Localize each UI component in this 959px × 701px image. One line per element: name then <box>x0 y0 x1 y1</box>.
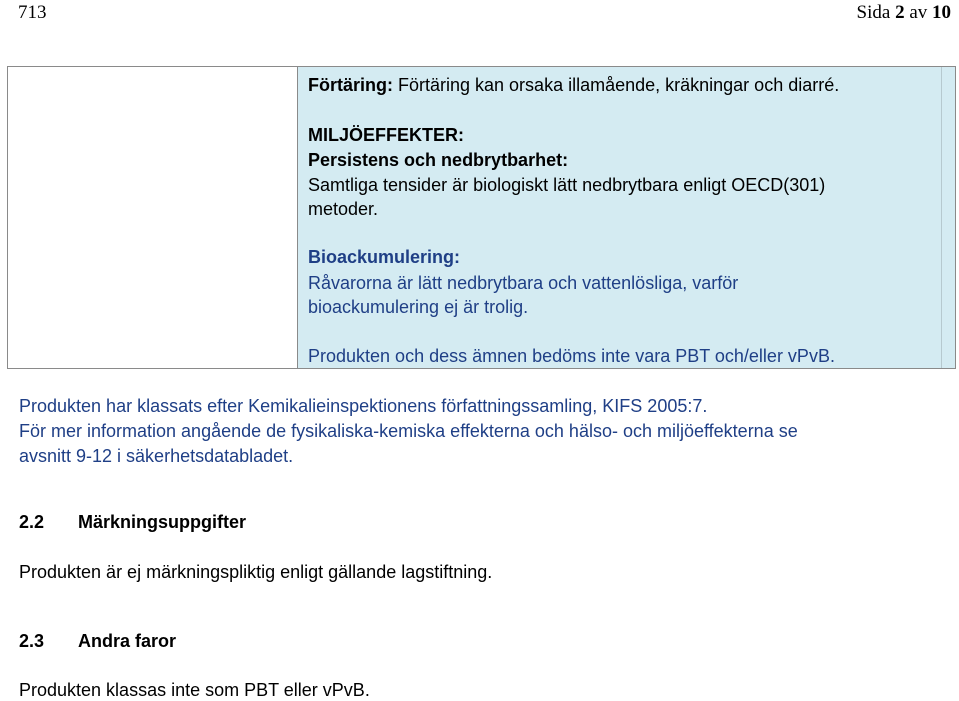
section-title: Andra faror <box>78 631 177 651</box>
section-number: 2.3 <box>19 631 45 651</box>
bioack-line-2: bioackumulering ej är trolig. <box>308 297 529 317</box>
bioack-line-1: Råvarorna är lätt nedbrytbara och vattenlösliga, varför <box>308 273 739 293</box>
section-text: Produkten klassas inte som PBT eller vPvB. <box>19 680 370 700</box>
hazard-info-box <box>7 66 956 369</box>
page-current: 2 <box>895 2 905 23</box>
miljo-heading: MILJÖEFFEKTER: <box>308 125 464 145</box>
page-indicator <box>857 2 951 24</box>
section-title: Märkningsuppgifter <box>78 512 247 532</box>
page-prefix: Sida <box>856 2 896 23</box>
fortaring-text: Förtäring kan orsaka illamående, kräkningar och diarré. <box>393 75 840 95</box>
box-right-cell <box>298 67 955 368</box>
document-number: 713 <box>18 2 47 23</box>
box-right-strip <box>941 67 955 368</box>
fortaring-line <box>308 74 839 96</box>
page-total: 10 <box>932 2 951 23</box>
info-line-1: För mer information angående de fysikaliska-kemiska effekterna och hälso- och miljöeffekterna se <box>19 421 798 441</box>
persistens-line-2: metoder. <box>308 199 379 219</box>
section-text: Produkten är ej märkningspliktig enligt gällande lagstiftning. <box>19 562 493 582</box>
box-left-cell <box>8 67 298 368</box>
bioack-heading: Bioackumulering: <box>308 247 461 267</box>
section-number: 2.2 <box>19 512 45 532</box>
klassats-line: Produkten har klassats efter Kemikalieinspektionens författningssamling, KIFS 2005:7. <box>19 396 708 416</box>
pbt-line: Produkten och dess ämnen bedöms inte vara PBT och/eller vPvB. <box>308 346 835 366</box>
persistens-line-1: Samtliga tensider är biologiskt lätt nedbrytbara enligt OECD(301) <box>308 175 826 195</box>
page-header <box>0 0 959 28</box>
persistens-heading: Persistens och nedbrytbarhet: <box>308 150 569 170</box>
fortaring-label: Förtäring: <box>308 75 393 95</box>
info-line-2: avsnitt 9-12 i säkerhetsdatabladet. <box>19 446 294 466</box>
page-mid: av <box>904 2 932 23</box>
